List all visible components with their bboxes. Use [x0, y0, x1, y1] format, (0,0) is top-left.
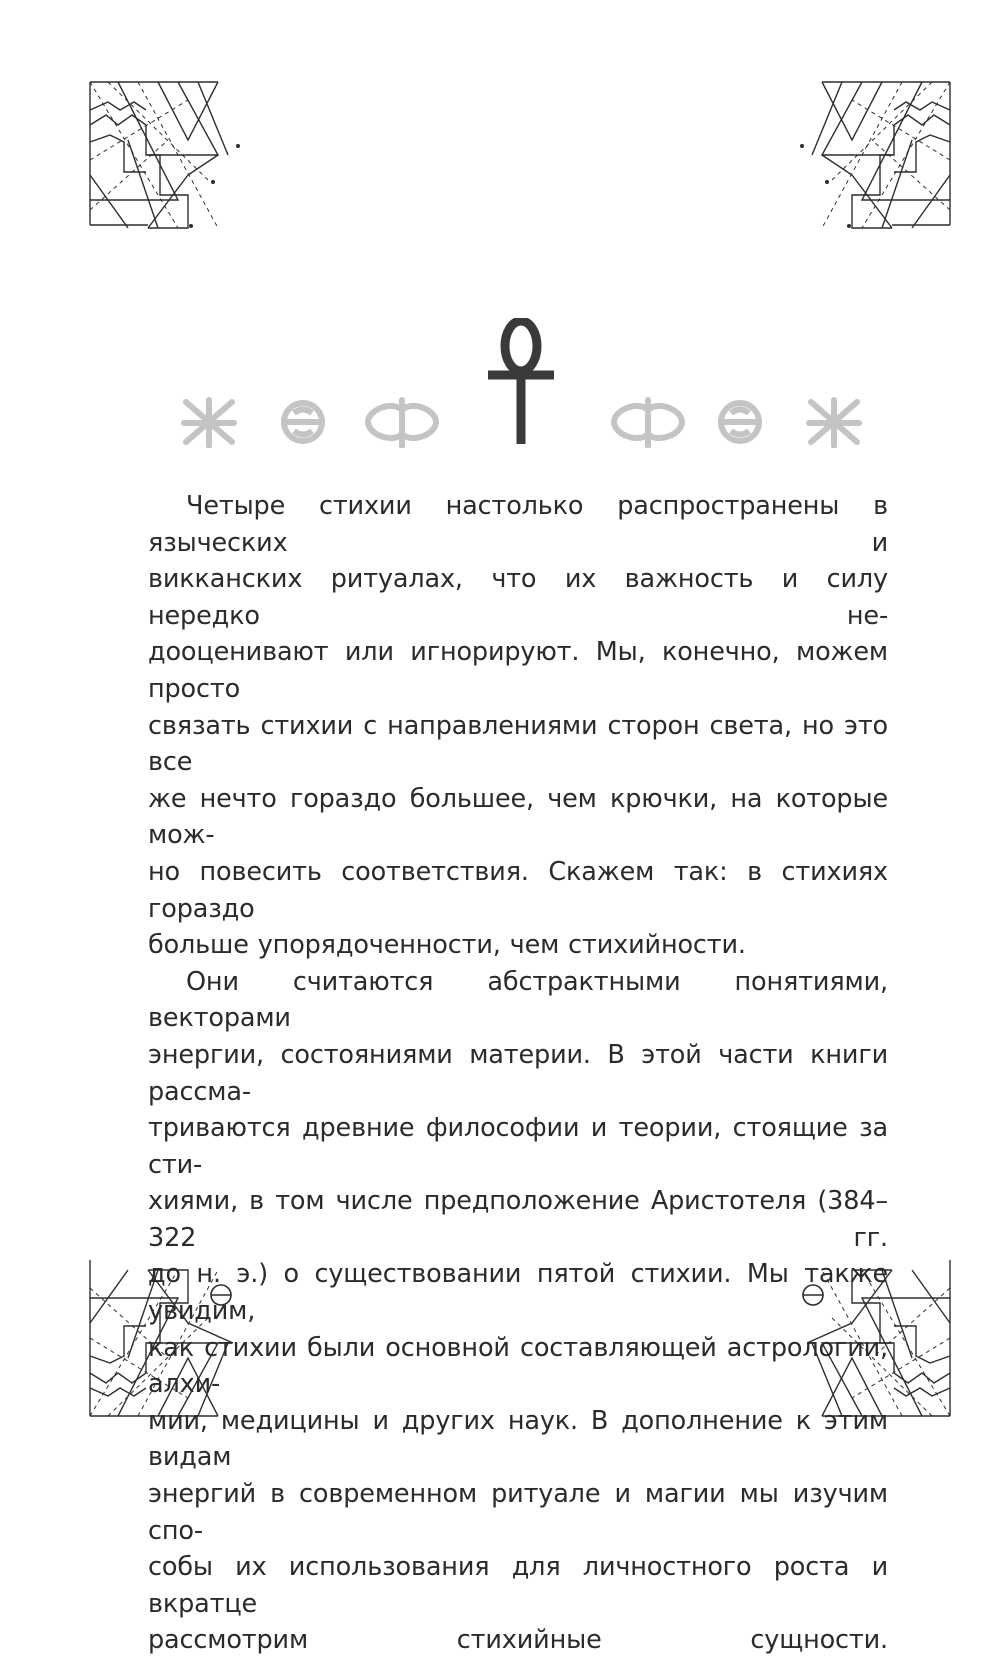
sun-glyph-icon — [718, 403, 762, 441]
text-line: до н. э.) о существовании пятой стихии. Мы также увидим, — [148, 1259, 888, 1327]
corner-ornament-top-right — [792, 80, 952, 240]
symbol-ornament-row — [0, 318, 1000, 448]
text-line: хиями, в том числе предположение Аристотеля (384–322 гг. — [148, 1186, 888, 1253]
fita-glyph-icon — [368, 400, 436, 446]
text-line: же нечто гораздо большее, чем крючки, на которые мож- — [148, 783, 888, 851]
text-line: как стихии были основной составляющей астрологии, алхи- — [148, 1332, 888, 1400]
fita-glyph-icon — [614, 400, 682, 446]
text-line: но повесить соответствия. Скажем так: в стихиях гораздо — [148, 856, 888, 924]
zhe-rune-icon — [809, 400, 859, 446]
text-line: рассмотрим стихийные сущности. — [148, 1625, 888, 1656]
geometric-corner-icon — [792, 80, 952, 240]
body-text — [148, 488, 888, 1659]
corner-ornament-top-left — [88, 80, 248, 240]
text-line: Четыре стихии настолько распространены в языческих и — [148, 491, 888, 558]
text-line: энергий в современном ритуале и магии мы изучим спо- — [148, 1479, 888, 1546]
text-line: триваются древние философии и теории, стоящие за сти- — [148, 1113, 888, 1180]
zhe-rune-icon — [184, 400, 234, 446]
paragraph-1 — [148, 488, 888, 964]
text-line: мии, медицины и других наук. В дополнение к этим видам — [148, 1405, 888, 1473]
text-line: Они считаются абстрактными понятиями, векторами — [148, 966, 888, 1034]
text-line: собы их использования для личностного роста и вкратце — [148, 1552, 888, 1619]
text-line: дооценивают или игнорируют. Мы, конечно, можем просто — [148, 637, 888, 704]
sun-glyph-icon — [281, 403, 325, 441]
geometric-corner-icon — [88, 80, 248, 240]
paragraph-2 — [148, 964, 888, 1659]
text-line: больше упорядоченности, чем стихийности. — [148, 930, 746, 961]
text-line: связать стихии с направлениями сторон света, но это все — [148, 710, 888, 778]
ankh-icon — [488, 321, 554, 444]
text-line: энергии, состояниями материи. В этой части книги рассма- — [148, 1039, 888, 1107]
text-line: викканских ритуалах, что их важность и силу нередко не- — [148, 564, 888, 631]
